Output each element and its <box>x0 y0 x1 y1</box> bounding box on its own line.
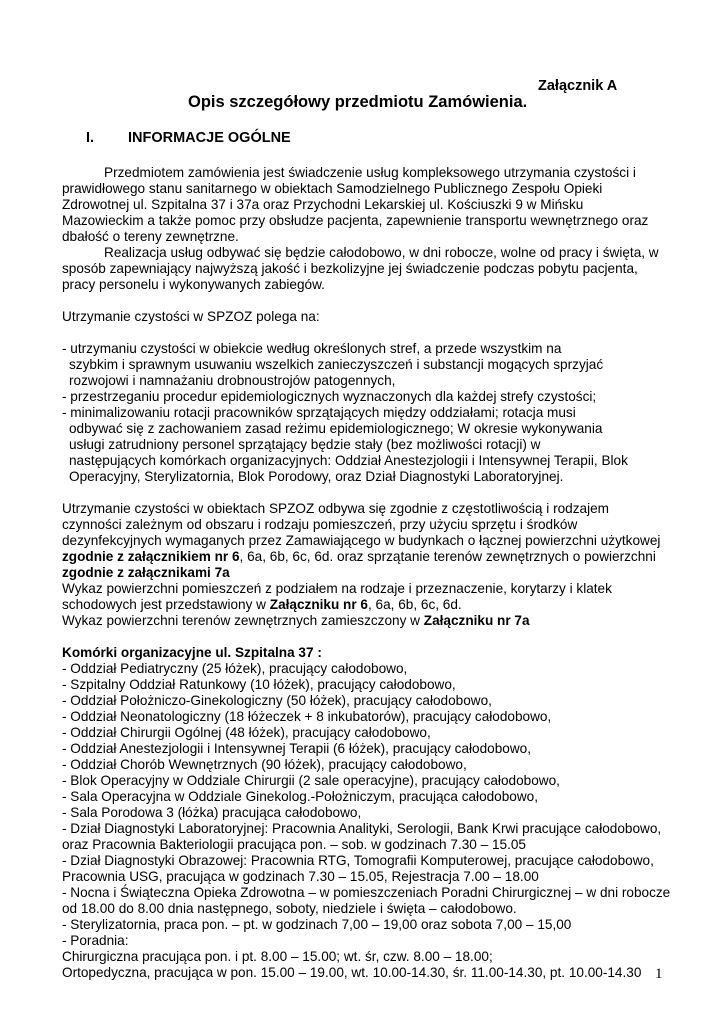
unit-item: od 18.00 do 8.00 dnia następnego, soboty, niedziele i święta – całodobowo. <box>62 901 517 916</box>
unit-item: - Dział Diagnostyki Obrazowej: Pracownia RTG, Tomografii Komputerowej, pracujące całodobowo, <box>62 853 654 868</box>
intro-line: Zdrowotnej ul. Szpitalna 37 i 37a oraz Przychodni Lekarskiej ul. Kościuszki 9 w Mińsku <box>62 197 584 212</box>
unit-item: - Blok Operacyjny w Oddziale Chirurgii (2 sale operacyjne), pracujący całodobowo, <box>62 773 560 788</box>
section-title: INFORMACJE OGÓLNE <box>128 130 291 146</box>
unit-item: - Sala Operacyjna w Oddziale Ginekolog.-Położniczym, pracująca całodobowo, <box>62 789 539 804</box>
unit-item: Ortopedyczna, pracująca w pon. 15.00 – 19.00, wt. 10.00-14.30, śr. 11.00-14.30, pt. 10.00-14.30 <box>62 965 642 980</box>
intro-line: pracy personelu i wykonywanych zabiegów. <box>62 277 325 292</box>
annex-6-reference: Załączniku nr 6 <box>269 597 368 612</box>
frequency-line: czynności zależnym od obszaru i rodzaju pomieszczeń, przy użyciu sprzętu i środków <box>62 517 578 532</box>
unit-item: - Szpitalny Oddział Ratunkowy (10 łóżek), pracujący całodobowo, <box>62 677 456 692</box>
cleaning-item: Operacyjny, Sterylizatornia, Blok Porodowy, oraz Dział Diagnostyki Laboratoryjnej. <box>69 469 564 484</box>
cleaning-heading: Utrzymanie czystości w SPZOZ polega na: <box>62 309 320 324</box>
unit-item: - Oddział Neonatologiczny (18 łóżeczek + 8 inkubatorów), pracujący całodobowo, <box>62 709 552 724</box>
unit-item: - Nocna i Świąteczna Opieka Zdrowotna – w pomieszczeniach Poradni Chirurgicznej – w dni robocze <box>62 885 671 900</box>
annex-label: Załącznik A <box>538 78 618 94</box>
unit-item: oraz Pracownia Bakteriologii pracująca pon. – sob. w godzinach 7.30 – 15.05 <box>62 837 526 852</box>
frequency-line: dezynfekcyjnych wymaganych przez Zamawiającego w budynkach o łącznej powierzchni użytkowej <box>62 533 661 548</box>
section-number: I. <box>86 130 95 146</box>
cleaning-item: odbywać się z zachowaniem zasad reżimu epidemiologicznego; W okresie wykonywania <box>69 421 603 436</box>
cleaning-item: - przestrzeganiu procedur epidemiologicznych wyznaczonych dla każdej strefy czystości; <box>62 389 597 404</box>
page-number: 1 <box>655 966 663 982</box>
unit-item: Chirurgiczna pracująca pon. i pt. 8.00 – 15.00; wt. śr, czw. 8.00 – 18.00; <box>62 949 493 964</box>
intro-line: dbałość o tereny zewnętrzne. <box>62 229 239 244</box>
frequency-line <box>62 613 530 629</box>
unit-item: - Poradnia: <box>62 933 129 948</box>
cleaning-item: - minimalizowaniu rotacji pracowników sprzątających między oddziałami; rotacja musi <box>62 405 576 420</box>
document-title: Opis szczegółowy przedmiotu Zamówienia. <box>188 93 528 111</box>
annex-7a-reference: Załączniku nr 7a <box>423 613 530 628</box>
intro-line: Przedmiotem zamówienia jest świadczenie usług kompleksowego utrzymania czystości i <box>104 165 636 180</box>
unit-item: - Oddział Chirurgii Ogólnej (48 łóżek), pracujący całodobowo, <box>62 725 431 740</box>
unit-item: - Dział Diagnostyki Laboratoryjnej: Pracownia Analityki, Serologii, Bank Krwi pracujące całodobowo, <box>62 821 662 836</box>
cleaning-item: - utrzymaniu czystości w obiekcie według określonych stref, a przede wszystkim na <box>62 341 562 356</box>
annex-7a-reference: zgodnie z załącznikami 7a <box>62 565 230 580</box>
unit-item: - Sala Porodowa 3 (łóżka) pracująca całodobowo, <box>62 805 362 820</box>
unit-item: - Oddział Położniczo-Ginekologiczny (50 łóżek), pracujący całodobowo, <box>62 693 492 708</box>
annex-6-reference: zgodnie z załącznikiem nr 6 <box>62 549 240 564</box>
cleaning-item: rozwojowi i namnażaniu drobnoustrojów patogennych, <box>69 373 396 388</box>
frequency-line: Utrzymanie czystości w obiektach SPZOZ odbywa się zgodnie z częstotliwością i rodzajem <box>62 501 609 516</box>
frequency-line: Wykaz powierzchni pomieszczeń z podziałem na rodzaje i przeznaczenie, korytarzy i klatek <box>62 581 612 596</box>
cleaning-item: usługi zatrudniony personel sprzątający będzie stały (bez możliwości rotacji) w <box>69 437 541 452</box>
frequency-text: schodowych jest przedstawiony w <box>62 597 270 612</box>
frequency-line <box>62 549 656 565</box>
unit-item: Pracownia USG, pracująca w godzinach 7.30 – 15.05, Rejestracja 7.00 – 18.00 <box>62 869 539 884</box>
intro-line: prawidłowego stanu sanitarnego w obiektach Samodzielnego Publicznego Zespołu Opieki <box>62 181 603 196</box>
unit-item: - Oddział Anestezjologii i Intensywnej Terapii (6 łóżek), pracujący całodobowo, <box>62 741 531 756</box>
intro-line: Realizacja usług odbywać się będzie całodobowo, w dni robocze, wolne od pracy i święta, w <box>104 245 659 260</box>
cleaning-item: szybkim i sprawnym usuwaniu wszelkich zanieczyszczeń i substancji mogących sprzyjać <box>69 357 604 372</box>
cleaning-item: następujących komórkach organizacyjnych: Oddział Anestezjologii i Intensywnej Terapii, Blok <box>69 453 628 468</box>
unit-item: - Oddział Chorób Wewnętrznych (90 łóżek), pracujący całodobowo, <box>62 757 467 772</box>
frequency-text: , 6a, 6b, 6c, 6d. oraz sprzątanie terenów zewnętrznych o powierzchni <box>239 549 656 564</box>
frequency-line <box>62 597 462 613</box>
unit-item: - Oddział Pediatryczny (25 łóżek), pracujący całodobowo, <box>62 661 408 676</box>
frequency-text: , 6a, 6b, 6c, 6d. <box>368 597 462 612</box>
intro-line: sposób zapewniający najwyższą jakość i bezkolizyjne jej świadczenie podczas pobytu pacjenta, <box>62 261 638 276</box>
frequency-text: Wykaz powierzchni terenów zewnętrznych zamieszczony w <box>62 613 424 628</box>
unit-item: - Sterylizatornia, praca pon. – pt. w godzinach 7,00 – 19,00 oraz sobota 7,00 – 15,00 <box>62 917 572 932</box>
intro-line: Mazowieckim a także pomoc przy obsłudze pacjenta, zapewnienie transportu wewnętrznego oraz <box>62 213 649 228</box>
units-heading: Komórki organizacyjne ul. Szpitalna 37 : <box>62 645 322 660</box>
